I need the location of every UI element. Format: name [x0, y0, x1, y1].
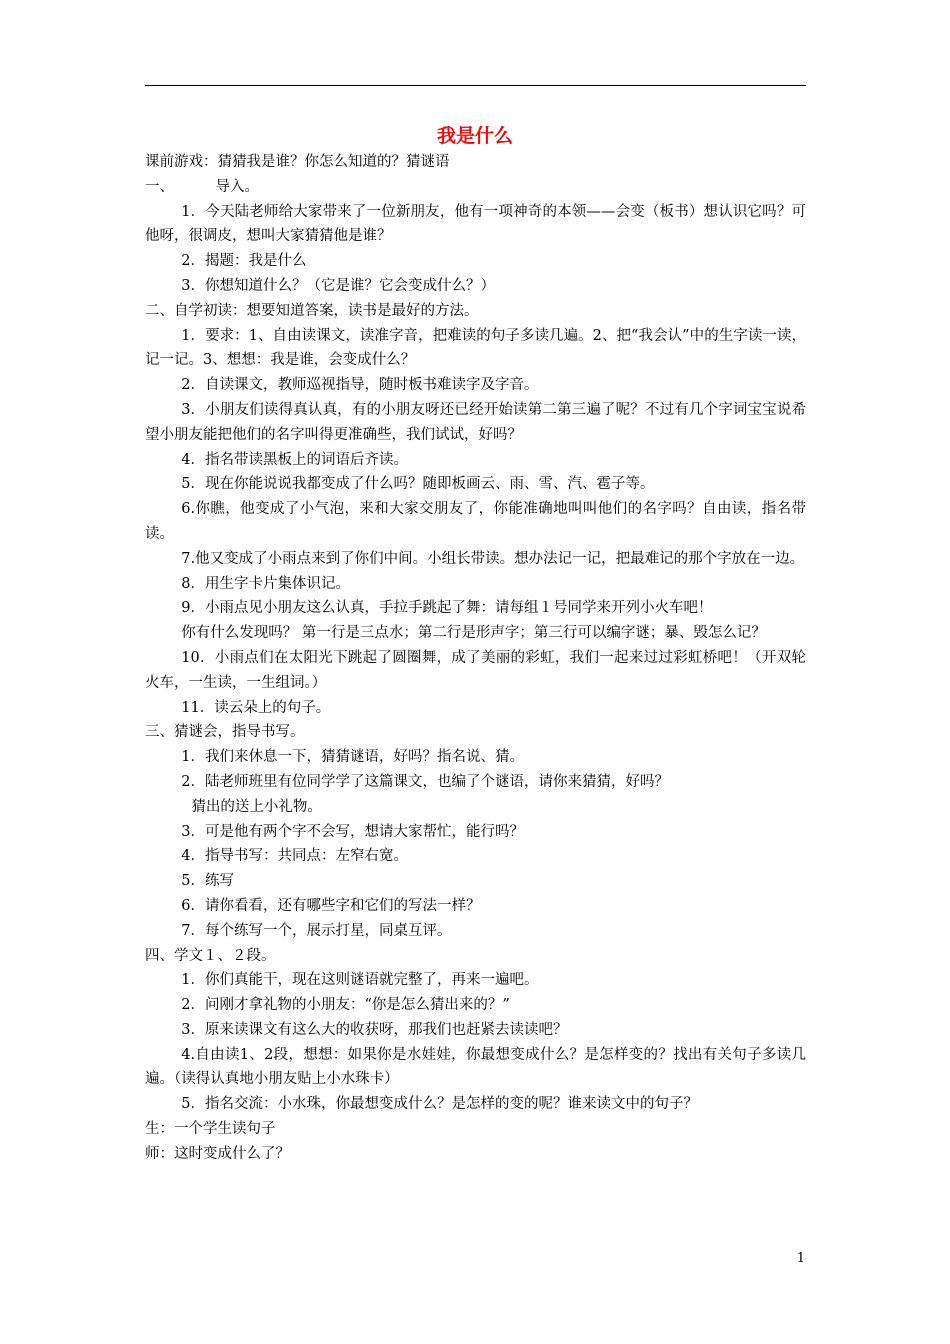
paragraph: 4．指名带读黑板上的词语后齐读。	[181, 451, 408, 468]
paragraph: 7．每个练写一个，展示打星，同桌互评。	[181, 922, 452, 939]
page-number: 1	[796, 1251, 805, 1266]
paragraph: 1．要求：1、自由读课文，读准字音，把难读的句子多读几遍。2、把“我会认”中的生字读一读，记一记。3、想想：我是谁，会变成什么？	[145, 327, 806, 369]
page-title: 我是什么	[436, 125, 513, 147]
paragraph: 5．练写	[181, 873, 234, 890]
paragraph: 你有什么发现吗？ 第一行是三点水；第二行是形声字；第三行可以编字谜；暴、毁怎么记？	[181, 625, 766, 642]
paragraph-intro-game: 课前游戏：猜猜我是谁？你怎么知道的？猜谜语	[145, 154, 450, 170]
paragraph: 6．请你看看，还有哪些字和它们的写法一样？	[181, 897, 481, 914]
paragraph: 5．现在你能说说我都变成了什么吗？随即板画云、雨、雪、汽、雹子等。	[181, 476, 655, 493]
paragraph: 5．指名交流：小水珠，你最想变成什么？是怎样的变的呢？谁来读文中的句子？	[181, 1096, 698, 1113]
paragraph: 1．今天陆老师给大家带来了一位新朋友，他有一项神奇的本领——会变（板书）想认识它吗？可他呀，很调皮，想叫大家猜猜他是谁？	[145, 203, 806, 245]
paragraph: 猜出的送上小礼物。	[191, 798, 322, 815]
paragraph: 3．可是他有两个字不会写，想请大家帮忙，能行吗？	[181, 823, 524, 840]
paragraph: 2．揭题：我是什么	[181, 253, 307, 270]
paragraph: 6.你瞧，他变成了小气泡，来和大家交朋友了，你能准确地叫叫他们的名字吗？自由读，指名带读。	[145, 501, 806, 542]
paragraph: 1．我们来休息一下，猜猜谜语，好吗？指名说、猜。	[181, 749, 524, 766]
section-heading-4: 四、学文１、２段。	[145, 947, 276, 964]
paragraph: 2．陆老师班里有位同学学了这篇课文，也编了个谜语，请你来猜猜，好吗？	[181, 773, 669, 790]
paragraph: 3．原来读课文有这么大的收获呀，那我们也赶紧去读读吧？	[181, 1021, 568, 1038]
dialogue-student: 生：一个学生读句子	[145, 1121, 276, 1138]
paragraph: 1．你们真能干，现在这则谜语就完整了，再来一遍吧。	[181, 972, 539, 989]
paragraph: 2．自读课文，教师巡视指导，随时板书难读字及字音。	[181, 377, 539, 394]
dialogue-teacher: 师：这时变成什么了？	[145, 1145, 290, 1162]
paragraph: 11．读云朵上的句子。	[181, 699, 331, 716]
document-body	[145, 150, 806, 1167]
paragraph: 3．小朋友们读得真认真，有的小朋友呀还已经开始读第二第三遍了呢？不过有几个字词宝宝说希望小朋友能把他们的名字叫得更准确些，我们试试，好吗？	[145, 401, 806, 443]
paragraph: 9．小雨点见小朋友这么认真，手拉手跳起了舞：请每组１号同学来开列小火车吧！	[181, 600, 713, 617]
section-heading-3: 三、猜谜会，指导书写。	[145, 724, 305, 741]
header-rule	[145, 85, 806, 86]
paragraph: 7.他又变成了小雨点来到了你们中间。小组长带读。想办法记一记，把最难记的那个字放在一边。	[181, 550, 805, 567]
paragraph: 4．指导书写：共同点：左窄右宽。	[181, 848, 408, 865]
paragraph: 10．小雨点们在太阳光下跳起了圆圈舞，成了美丽的彩虹，我们一起来过过彩虹桥吧！（开双轮火车，一生读，一生组词。）	[145, 649, 806, 691]
paragraph: 4.自由读1、2段，想想：如果你是水娃娃，你最想变成什么？是怎样变的？找出有关句子多读几遍。（读得认真地小朋友贴上小水珠卡）	[145, 1046, 806, 1088]
section-heading-1: 一、 导入。	[145, 178, 259, 195]
paragraph: 3．你想知道什么？（它是谁？它会变成什么？）	[181, 277, 495, 294]
paragraph: 8．用生字卡片集体识记。	[181, 575, 350, 592]
paragraph: 2．问刚才拿礼物的小朋友：“你是怎么猜出来的？”	[181, 997, 510, 1014]
section-heading-2: 二、自学初读：想要知道答案，读书是最好的方法。	[145, 302, 479, 319]
